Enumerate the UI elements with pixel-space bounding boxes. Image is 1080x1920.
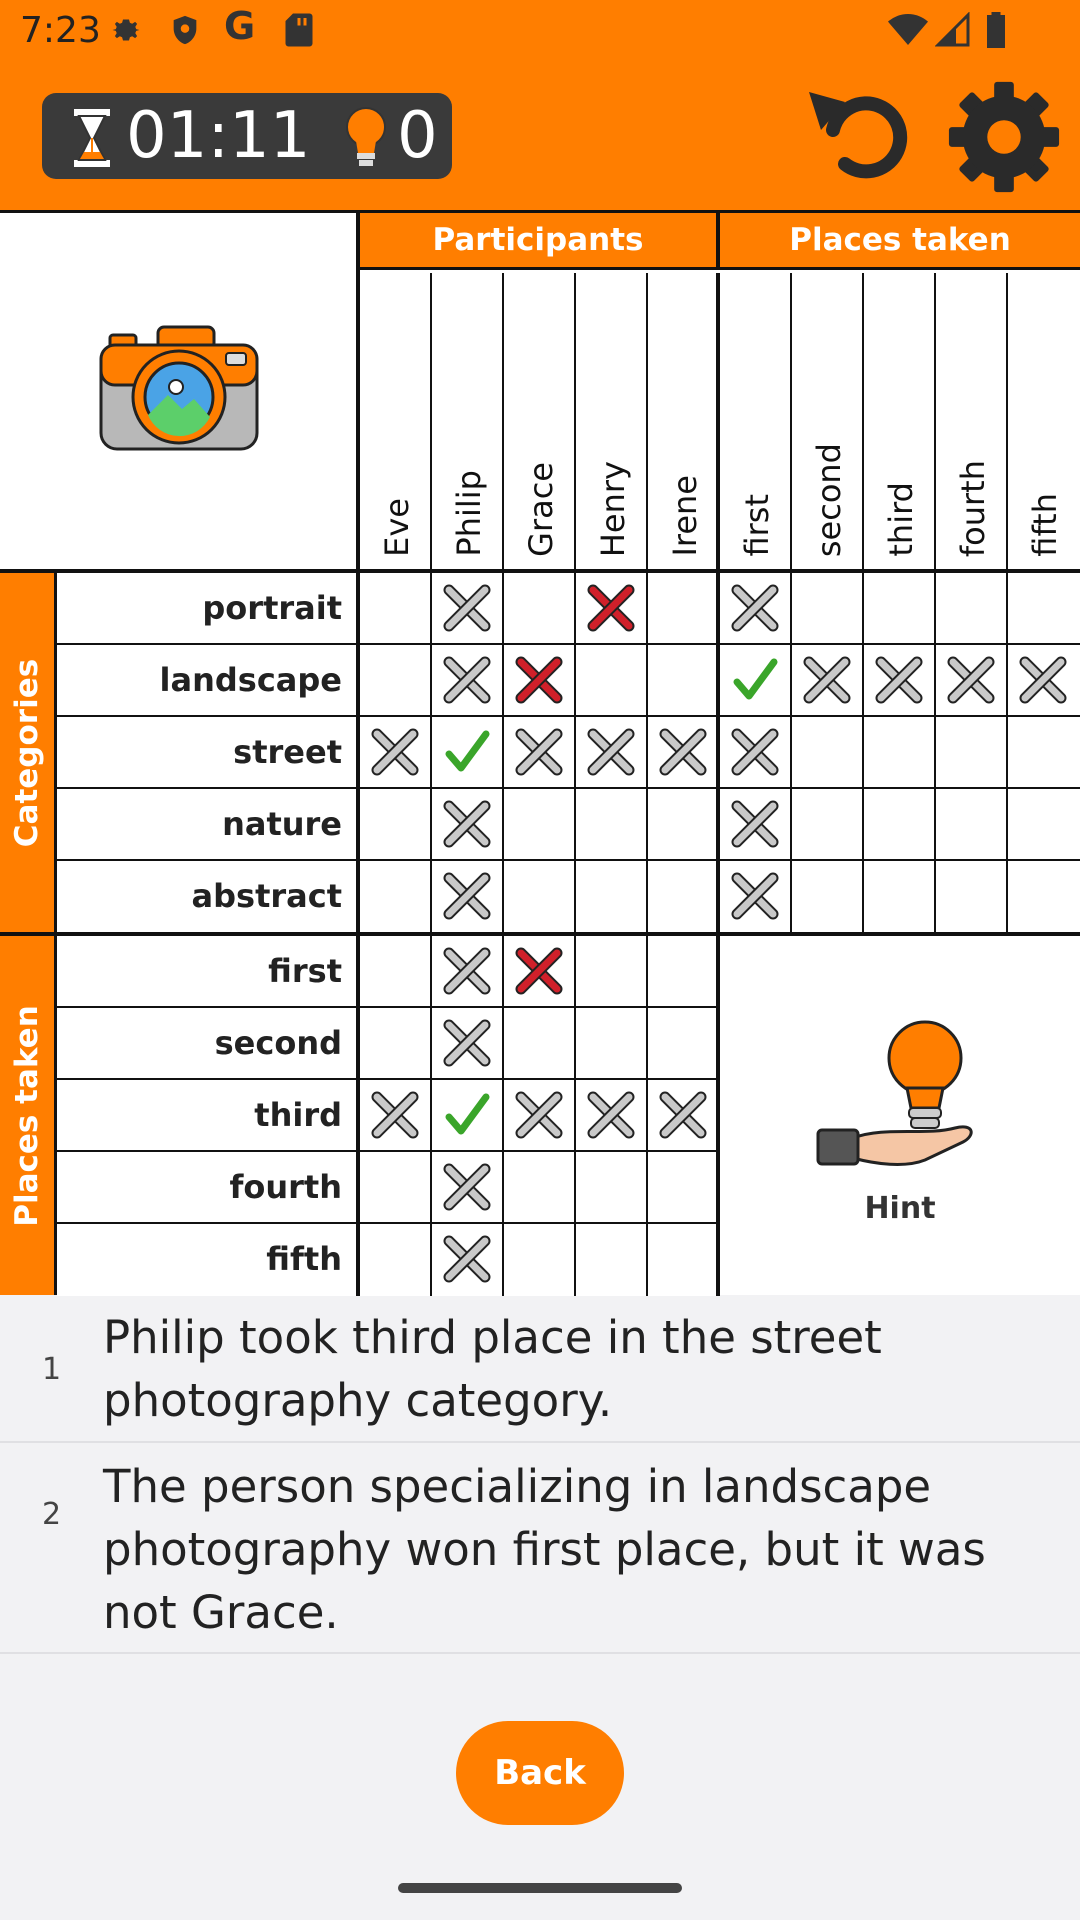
google-icon: G: [224, 4, 256, 48]
cell-first-philip[interactable]: [432, 936, 504, 1008]
hint-label: Hint: [864, 1191, 936, 1226]
check-mark-icon: [731, 656, 779, 704]
cell-first-eve[interactable]: [360, 936, 432, 1008]
cell-abstract-eve[interactable]: [360, 861, 432, 936]
cell-landscape-eve[interactable]: [360, 645, 432, 717]
excluded-x-icon: [587, 1091, 635, 1139]
cell-portrait-grace[interactable]: [504, 573, 576, 645]
excluded-x-icon: [443, 947, 491, 995]
cell-fourth-irene[interactable]: [648, 1152, 720, 1224]
col-header-henry: Henry: [576, 273, 648, 573]
check-mark-icon: [443, 1091, 491, 1139]
group-header-places-taken-rows: Places taken: [0, 936, 57, 1295]
row-label-fifth: fifth: [57, 1224, 360, 1296]
cell-abstract-third[interactable]: [864, 861, 936, 936]
cell-fifth-irene[interactable]: [648, 1224, 720, 1296]
cell-fourth-henry[interactable]: [576, 1152, 648, 1224]
cell-abstract-philip[interactable]: [432, 861, 504, 936]
cell-nature-second[interactable]: [792, 789, 864, 861]
excluded-x-icon: [731, 584, 779, 632]
clue-item: [0, 1445, 1080, 1654]
row-label-portrait: portrait: [57, 573, 360, 645]
cell-second-irene[interactable]: [648, 1008, 720, 1080]
excluded-x-icon: [587, 728, 635, 776]
col-header-irene: Irene: [648, 273, 720, 573]
excluded-x-icon: [803, 656, 851, 704]
cell-street-henry[interactable]: [576, 717, 648, 789]
excluded-x-icon: [947, 656, 995, 704]
excluded-x-icon: [731, 872, 779, 920]
col-header-philip: Philip: [432, 273, 504, 573]
cell-portrait-fourth[interactable]: [936, 573, 1008, 645]
clue-item: [0, 1297, 1080, 1443]
cell-street-second[interactable]: [792, 717, 864, 789]
excluded-x-icon: [443, 656, 491, 704]
cell-landscape-irene[interactable]: [648, 645, 720, 717]
wifi-icon: [888, 12, 928, 48]
cell-nature-eve[interactable]: [360, 789, 432, 861]
cell-landscape-philip[interactable]: [432, 645, 504, 717]
group-header-categories: Categories: [0, 573, 57, 936]
cell-portrait-second[interactable]: [792, 573, 864, 645]
cell-landscape-henry[interactable]: [576, 645, 648, 717]
cell-second-eve[interactable]: [360, 1008, 432, 1080]
excluded-x-icon: [443, 872, 491, 920]
col-header-first: first: [720, 273, 792, 573]
row-label-third: third: [57, 1080, 360, 1152]
cell-abstract-first[interactable]: [720, 861, 792, 936]
corner-panel: [0, 213, 360, 573]
col-header-fourth: fourth: [936, 273, 1008, 573]
excluded-x-icon: [731, 800, 779, 848]
cell-street-fifth[interactable]: [1008, 717, 1080, 789]
cell-nature-third[interactable]: [864, 789, 936, 861]
battery-icon: [985, 12, 1007, 48]
cell-third-grace[interactable]: [504, 1080, 576, 1152]
cell-street-irene[interactable]: [648, 717, 720, 789]
cell-nature-first[interactable]: [720, 789, 792, 861]
excluded-x-icon: [371, 728, 419, 776]
excluded-x-icon: [443, 1235, 491, 1283]
cell-abstract-irene[interactable]: [648, 861, 720, 936]
cell-landscape-fifth[interactable]: [1008, 645, 1080, 717]
cell-street-grace[interactable]: [504, 717, 576, 789]
cell-landscape-second[interactable]: [792, 645, 864, 717]
hourglass-icon: [70, 107, 114, 169]
clue-number: 2: [42, 1497, 62, 1532]
clue-text: Philip took third place in the street photography category.: [103, 1311, 882, 1427]
cell-third-philip[interactable]: [432, 1080, 504, 1152]
cell-fifth-grace[interactable]: [504, 1224, 576, 1296]
excluded-x-icon: [659, 1091, 707, 1139]
undo-button[interactable]: [795, 72, 915, 192]
group-header-participants: Participants: [360, 213, 720, 270]
cell-first-irene[interactable]: [648, 936, 720, 1008]
excluded-x-icon: [515, 1091, 563, 1139]
sd-card-icon: [284, 12, 314, 48]
cell-abstract-henry[interactable]: [576, 861, 648, 936]
cell-nature-henry[interactable]: [576, 789, 648, 861]
col-header-grace: Grace: [504, 273, 576, 573]
cell-signal-icon: [935, 12, 971, 48]
cell-nature-irene[interactable]: [648, 789, 720, 861]
cell-second-philip[interactable]: [432, 1008, 504, 1080]
cell-abstract-fourth[interactable]: [936, 861, 1008, 936]
shield-icon: [168, 12, 202, 48]
wrong-x-icon: [515, 947, 563, 995]
lightbulb-icon: [344, 105, 388, 171]
cell-third-irene[interactable]: [648, 1080, 720, 1152]
excluded-x-icon: [1019, 656, 1067, 704]
clue-text: The person specializing in landscape photography won first place, but it was not Grace.: [103, 1460, 986, 1639]
cell-fourth-eve[interactable]: [360, 1152, 432, 1224]
wrong-x-icon: [515, 656, 563, 704]
cell-nature-grace[interactable]: [504, 789, 576, 861]
row-label-nature: nature: [57, 789, 360, 861]
cell-street-eve[interactable]: [360, 717, 432, 789]
camera-icon: [98, 325, 260, 455]
excluded-x-icon: [443, 800, 491, 848]
cell-first-grace[interactable]: [504, 936, 576, 1008]
cell-fifth-henry[interactable]: [576, 1224, 648, 1296]
hint-button[interactable]: [720, 936, 1080, 1292]
excluded-x-icon: [515, 728, 563, 776]
excluded-x-icon: [443, 1019, 491, 1067]
wrong-x-icon: [587, 584, 635, 632]
row-label-second: second: [57, 1008, 360, 1080]
back-button[interactable]: Back: [456, 1721, 624, 1825]
check-mark-icon: [443, 728, 491, 776]
row-label-abstract: abstract: [57, 861, 360, 936]
cell-third-henry[interactable]: [576, 1080, 648, 1152]
settings-status-icon: [108, 12, 144, 48]
row-label-landscape: landscape: [57, 645, 360, 717]
top-bar: [0, 0, 1080, 213]
row-label-first: first: [57, 936, 360, 1008]
cell-street-third[interactable]: [864, 717, 936, 789]
clue-number: 1: [42, 1352, 62, 1387]
cell-nature-fourth[interactable]: [936, 789, 1008, 861]
settings-gear-button[interactable]: [945, 78, 1063, 196]
excluded-x-icon: [659, 728, 707, 776]
excluded-x-icon: [731, 728, 779, 776]
cell-landscape-fourth[interactable]: [936, 645, 1008, 717]
status-bar: [0, 0, 1080, 62]
cell-portrait-fifth[interactable]: [1008, 573, 1080, 645]
excluded-x-icon: [443, 584, 491, 632]
cell-fifth-eve[interactable]: [360, 1224, 432, 1296]
col-header-third: third: [864, 273, 936, 573]
cell-fifth-philip[interactable]: [432, 1224, 504, 1296]
cell-portrait-philip[interactable]: [432, 573, 504, 645]
timer-panel: [42, 93, 452, 179]
cell-portrait-third[interactable]: [864, 573, 936, 645]
col-header-second: second: [792, 273, 864, 573]
excluded-x-icon: [371, 1091, 419, 1139]
cell-street-fourth[interactable]: [936, 717, 1008, 789]
cell-portrait-first[interactable]: [720, 573, 792, 645]
logic-grid: [0, 213, 1080, 1295]
cell-street-first[interactable]: [720, 717, 792, 789]
cell-portrait-irene[interactable]: [648, 573, 720, 645]
row-label-street: street: [57, 717, 360, 789]
cell-landscape-grace[interactable]: [504, 645, 576, 717]
col-header-fifth: fifth: [1008, 273, 1080, 573]
row-label-fourth: fourth: [57, 1152, 360, 1224]
excluded-x-icon: [875, 656, 923, 704]
home-indicator[interactable]: [398, 1883, 682, 1893]
hint-lightbulb-hand-icon: [815, 1008, 995, 1188]
cell-nature-philip[interactable]: [432, 789, 504, 861]
timer-value: 01:11: [126, 99, 311, 173]
cell-first-henry[interactable]: [576, 936, 648, 1008]
excluded-x-icon: [443, 1163, 491, 1211]
cell-portrait-eve[interactable]: [360, 573, 432, 645]
cell-third-eve[interactable]: [360, 1080, 432, 1152]
col-header-eve: Eve: [360, 273, 432, 573]
cell-second-grace[interactable]: [504, 1008, 576, 1080]
group-header-places-taken: Places taken: [720, 213, 1080, 270]
cell-nature-fifth[interactable]: [1008, 789, 1080, 861]
cell-abstract-second[interactable]: [792, 861, 864, 936]
cell-landscape-third[interactable]: [864, 645, 936, 717]
hints-count: 0: [397, 99, 438, 173]
cell-landscape-first[interactable]: [720, 645, 792, 717]
status-time: 7:23: [20, 10, 101, 51]
cell-fourth-grace[interactable]: [504, 1152, 576, 1224]
cell-second-henry[interactable]: [576, 1008, 648, 1080]
cell-street-philip[interactable]: [432, 717, 504, 789]
cell-portrait-henry[interactable]: [576, 573, 648, 645]
cell-abstract-grace[interactable]: [504, 861, 576, 936]
cell-abstract-fifth[interactable]: [1008, 861, 1080, 936]
cell-fourth-philip[interactable]: [432, 1152, 504, 1224]
